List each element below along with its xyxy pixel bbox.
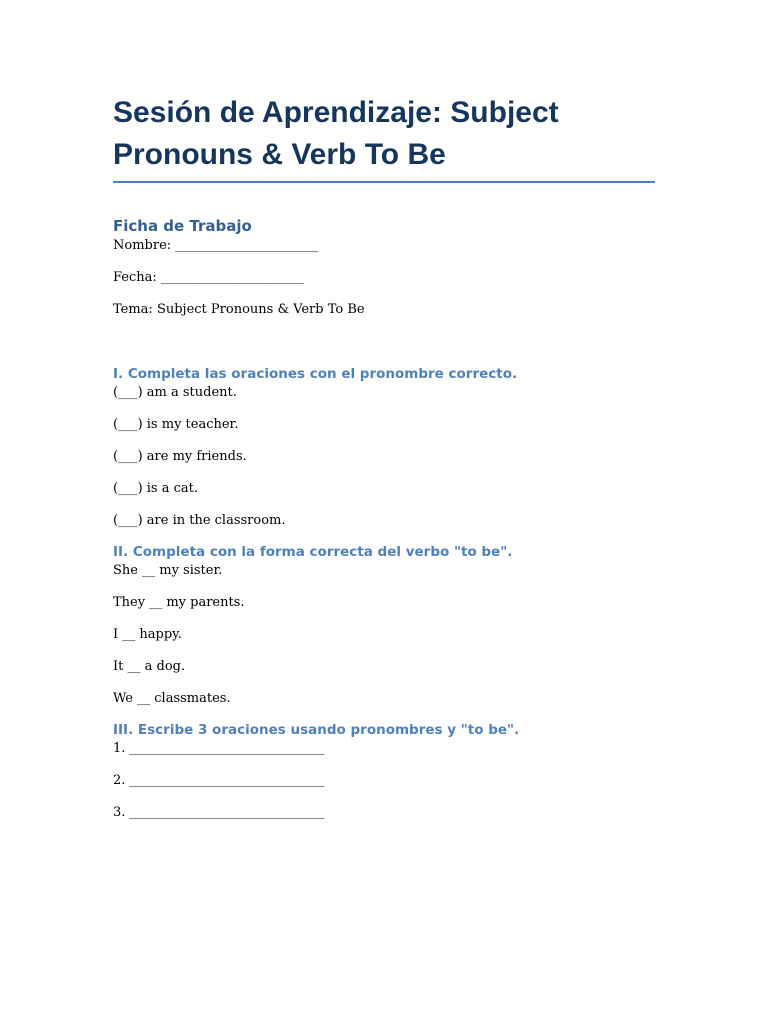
topic-line: Tema: Subject Pronouns & Verb To Be xyxy=(113,302,365,317)
section-verb-to-be xyxy=(113,542,655,708)
document-page xyxy=(113,92,655,822)
exercise-item: She __ my sister. xyxy=(113,563,223,578)
name-line: Nombre: ______________________ xyxy=(113,238,319,253)
exercise-item: (___) am a student. xyxy=(113,385,237,400)
section-3-heading: III. Escribe 3 oraciones usando pronombres y "to be". xyxy=(113,722,520,738)
date-line: Fecha: ______________________ xyxy=(113,270,304,285)
exercise-item: It __ a dog. xyxy=(113,659,186,674)
exercise-item: I __ happy. xyxy=(113,627,182,642)
exercise-item: (___) is my teacher. xyxy=(113,417,239,432)
exercise-item: (___) are my friends. xyxy=(113,449,247,464)
answer-line: 3. ______________________________ xyxy=(113,805,325,820)
exercise-item: We __ classmates. xyxy=(113,691,231,706)
exercise-item: (___) are in the classroom. xyxy=(113,513,286,528)
section-2-heading: II. Completa con la forma correcta del verbo "to be". xyxy=(113,544,513,560)
section-1-heading: I. Completa las oraciones con el pronombre correcto. xyxy=(113,366,518,382)
document-title: Sesión de Aprendizaje: Subject Pronouns & Verb To Be xyxy=(113,92,655,183)
section-pronouns xyxy=(113,364,655,530)
worksheet-header xyxy=(113,215,655,319)
worksheet-heading: Ficha de Trabajo xyxy=(113,217,252,235)
answer-line: 1. ______________________________ xyxy=(113,741,325,756)
section-write-sentences xyxy=(113,720,655,822)
answer-line: 2. ______________________________ xyxy=(113,773,325,788)
exercise-item: They __ my parents. xyxy=(113,595,245,610)
exercise-item: (___) is a cat. xyxy=(113,481,199,496)
